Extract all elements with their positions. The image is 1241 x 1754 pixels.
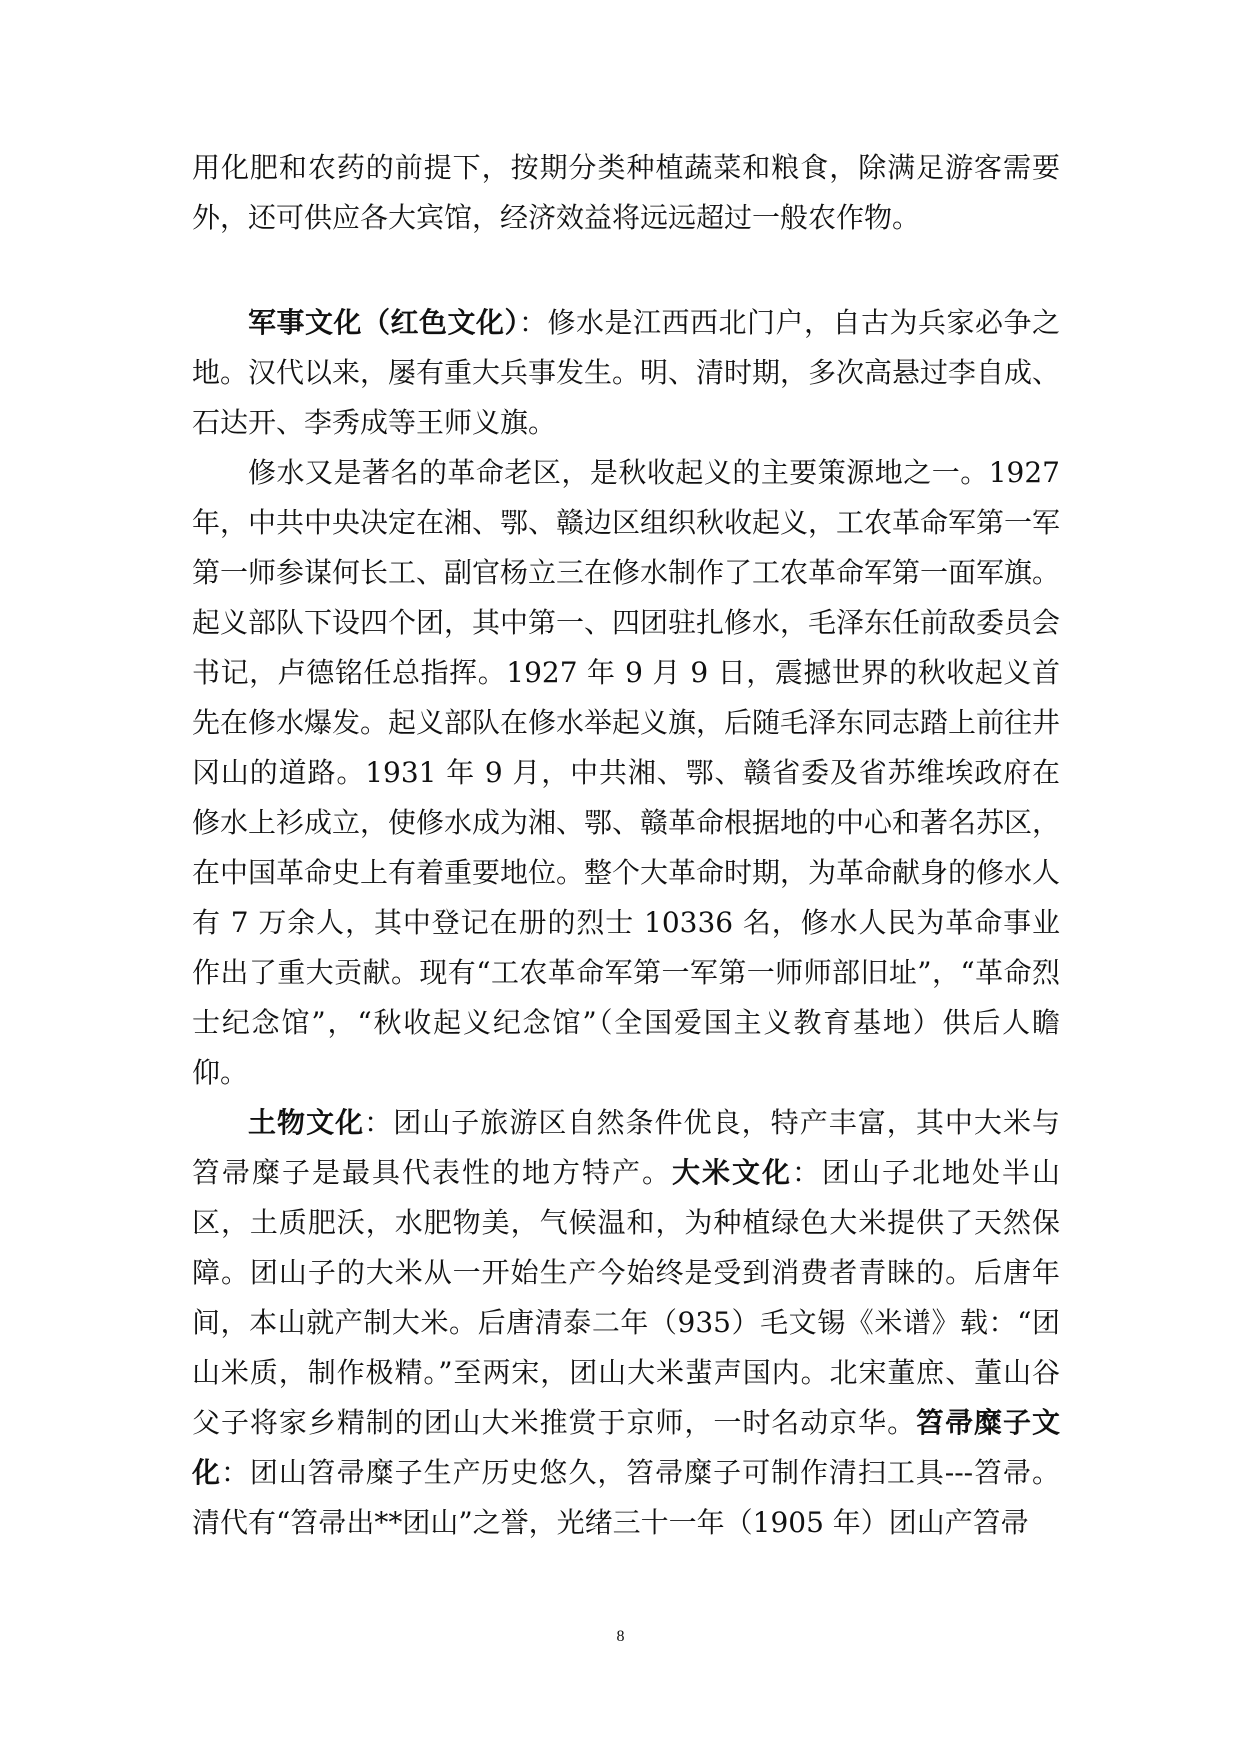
paragraph-text: ：团山笤帚糜子生产历史悠久，笤帚糜子可制作清扫工具---笤帚。清代有“笤帚出**团山”之誉，光绪三十一年（1905 年）团山产笤帚 — [192, 1456, 1060, 1539]
paragraph-farming — [192, 143, 1060, 243]
section-heading-military: 军事文化（红色文化） — [248, 306, 519, 339]
section-heading-broom: 笤帚糜子文化 — [192, 1406, 1060, 1489]
page-number: 8 — [616, 1628, 625, 1645]
paragraph-text: ：团山子旅游区自然条件优良，特产丰富，其中大米与笤帚糜子是最具代表性的地方特产。 — [192, 1106, 1060, 1189]
paragraph-military-culture — [192, 298, 1060, 448]
paragraph-text: ：修水是江西西北门户，自古为兵家必争之地。汉代以来，屡有重大兵事发生。明、清时期，多次高悬过李自成、石达开、李秀成等王师义旗。 — [192, 306, 1061, 439]
paragraph-text: 用化肥和农药的前提下，按期分类种植蔬菜和粮食，除满足游客需要外，还可供应各大宾馆，经济效益将远远超过一般农作物。 — [192, 151, 1060, 234]
paragraph-text: ：团山子北地处半山区，土质肥沃，水肥物美，气候温和，为种植绿色大米提供了天然保障。团山子的大米从一开始生产今始终是受到消费者青睐的。后唐年间，本山就产制大米。后唐清泰二年（935）毛文锡《米谱》载：“团山米质，制作极精。”至两宋，团山大米蜚声国内。北宋董庶、董山谷父子将家乡精制的团山大米推赏于京师，一时名动京华。 — [192, 1156, 1060, 1439]
paragraph-local-products — [192, 1098, 1060, 1548]
paragraph-revolution-history — [192, 448, 1060, 1098]
section-heading-rice: 大米文化 — [671, 1156, 792, 1189]
paragraph-text: 修水又是著名的革命老区，是秋收起义的主要策源地之一。1927年，中共中央决定在湘、鄂、赣边区组织秋收起义，工农革命军第一军第一师参谋何长工、副官杨立三在修水制作了工农革命军第一面军旗。起义部队下设四个团，其中第一、四团驻扎修水，毛泽东任前敌委员会书记，卢德铭任总指挥。1927 年 9 月 9 日，震撼世界的秋收起义首先在修水爆发。起义部队在修水举起义旗，后随毛泽东同志踏上前往井冈山的道路。1931 年 9 月，中共湘、鄂、赣省委及省苏维埃政府在修水上衫成立，使修水成为湘、鄂、赣革命根据地的中心和著名苏区，在中国革命史上有着重要地位。整个大革命时期，为革命献身的修水人有 7 万余人，其中登记在册的烈士 10336 名，修水人民为革命事业作出了重大贡献。现有“工农革命军第一军第一师师部旧址”，“革命烈士纪念馆”，“秋收起义纪念馆”（全国爱国主义教育基地）供后人瞻仰。 — [192, 456, 1061, 1089]
section-heading-local-products: 土物文化 — [248, 1106, 365, 1139]
